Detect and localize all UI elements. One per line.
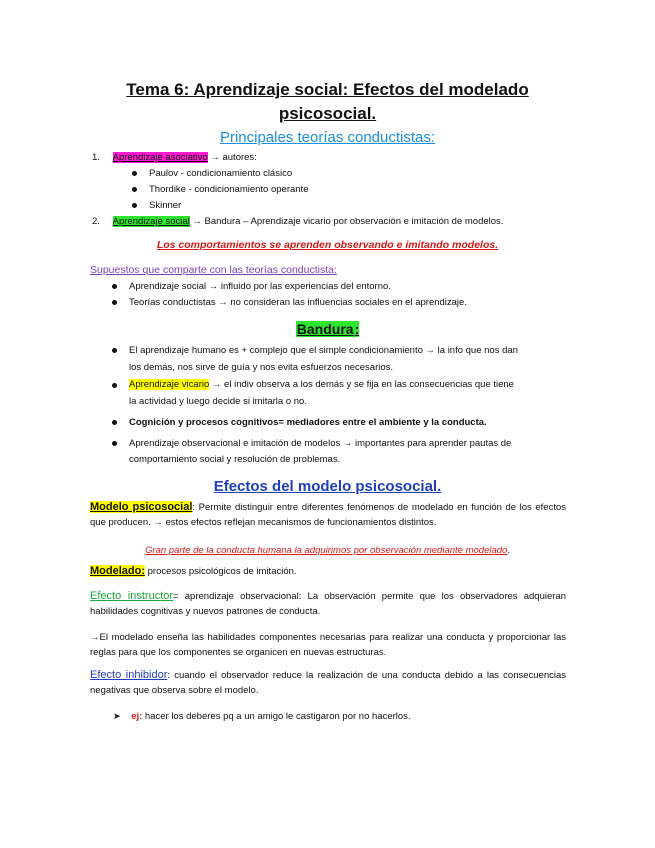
modelo-psicosocial-paragraph: [90, 500, 566, 530]
sub-item-2: [149, 184, 308, 195]
ej-text: hacer los deberes pq a un amigo le castigaron por no hacerlos.: [142, 711, 411, 722]
sub-item-text: Paulov - condicionamiento clásico: [149, 168, 293, 179]
bullet-icon: [132, 203, 137, 208]
efectos-quote-text: Gran parte de la conducta humana la adquirimos por observación mediante modelado: [145, 545, 508, 556]
bullet-icon: [112, 441, 117, 446]
bandura-heading-colon: :: [354, 321, 360, 337]
bandura-item-text: Cognición y procesos cognitivos= mediadores entre el ambiente y la conducta.: [129, 417, 487, 428]
modelado-label: Modelado:: [90, 565, 145, 577]
list-item-text: → Bandura – Aprendizaje vicario por observación e imitación de modelos.: [189, 216, 504, 227]
sub-item-text: Thordike - condicionamiento operante: [149, 184, 309, 195]
sub-item-1: [149, 168, 292, 179]
section-heading-teorias: Principales teorías conductistas:: [219, 129, 436, 146]
list-item-2: [92, 216, 503, 227]
list-number: 2.: [92, 216, 100, 227]
bullet-icon: [112, 300, 117, 305]
paragraph-text: : Permite distinguir entre diferentes fenómenos de modelado en función de los efectos que producen. → estos efectos reflejan mecanismos de funcionamientos distintos.: [90, 502, 567, 528]
aprendizaje-social-label: Aprendizaje social: [112, 216, 190, 227]
list-item-1: [92, 152, 257, 163]
arrow-bullet-icon: ➤: [113, 711, 121, 721]
bandura-item-text: El aprendizaje humano es + complejo que el simple condicionamiento → la info que nos dan: [129, 345, 518, 356]
sub-item-text: Skinner: [149, 200, 182, 211]
key-quote: Los comportamientos se aprenden observando e imitando modelos.: [156, 239, 499, 251]
bandura-item-4-line2: comportamiento social y resolución de problemas.: [129, 454, 341, 465]
bandura-item-4-line1: [129, 438, 511, 449]
bandura-item-2-line2: la actividad y luego decide si imitarla o no.: [129, 396, 307, 407]
efecto-inhibidor-paragraph: [90, 668, 566, 698]
aprendizaje-asociativo-label: Aprendizaje asociativo: [112, 152, 208, 163]
bandura-item-3: [129, 417, 487, 428]
modelado-line: [90, 565, 297, 577]
bandura-item-2-line1: [129, 379, 514, 390]
bullet-icon: [132, 171, 137, 176]
supuestos-text: Aprendizaje social → influido por las experiencias del entorno.: [129, 281, 391, 292]
aprendizaje-vicario-label: Aprendizaje vicario: [129, 379, 210, 390]
supuestos-item-2: [129, 297, 467, 308]
supuestos-heading: Supuestos que comparte con las teorías conductista:: [90, 264, 337, 276]
paragraph-text: : cuando el observador reduce la realización de una conducta debido a las consecuencias negativas que observa sobre el modelo.: [90, 670, 567, 696]
bullet-icon: [112, 383, 117, 388]
modelo-psicosocial-label: Modelo psicosocial: [90, 501, 193, 513]
supuestos-text: Teorías conductistas → no consideran las influencias sociales en el aprendizaje.: [129, 297, 467, 308]
supuestos-item-1: [129, 281, 391, 292]
sub-item-3: [149, 200, 181, 211]
bullet-icon: [112, 348, 117, 353]
efecto-instructor-paragraph: [90, 589, 566, 619]
bandura-item-text: → el indiv observa a los demás y se fija en las consecuencias que tiene: [209, 379, 514, 390]
page-title-line2: psicosocial.: [278, 104, 377, 123]
bullet-icon: [132, 187, 137, 192]
ej-label: ej:: [131, 711, 143, 722]
efectos-quote: [0, 540, 655, 558]
list-number: 1.: [92, 152, 100, 163]
efecto-inhibidor-label: Efecto inhibidor: [90, 669, 168, 681]
ejemplo-line: [113, 711, 411, 722]
bullet-icon: [112, 420, 117, 425]
modelado-text: procesos psicológicos de imitación.: [145, 566, 297, 577]
efectos-heading: Efectos del modelo psicosocial.: [213, 478, 442, 495]
efecto-instructor-label: Efecto instructor: [90, 590, 174, 602]
page-title-line1: Tema 6: Aprendizaje social: Efectos del modelado: [126, 80, 529, 99]
paragraph-text: = aprendizaje observacional: La observación permite que los observadores adquieran habilidades cognitivas y nuevos patrones de conducta.: [90, 591, 566, 617]
bandura-item-1-line2: los demás, nos sirve de guía y nos evita esfuerzos necesarios.: [129, 362, 394, 373]
bandura-item-1-line1: [129, 345, 518, 356]
bandura-heading-text: Bandura: [296, 321, 354, 337]
bandura-heading: [0, 321, 655, 339]
bandura-item-text: Aprendizaje observacional e imitación de modelos → importantes para aprender pautas de: [129, 438, 512, 449]
modelado-arrow-paragraph: →El modelado enseña las habilidades componentes necesarias para realizar una conducta y proporcionar las reglas para que los componentes se organicen en nuevas estructuras.: [90, 632, 566, 658]
bullet-icon: [112, 284, 117, 289]
efectos-quote-end: .: [507, 545, 510, 556]
list-item-text: → autores:: [207, 152, 257, 163]
